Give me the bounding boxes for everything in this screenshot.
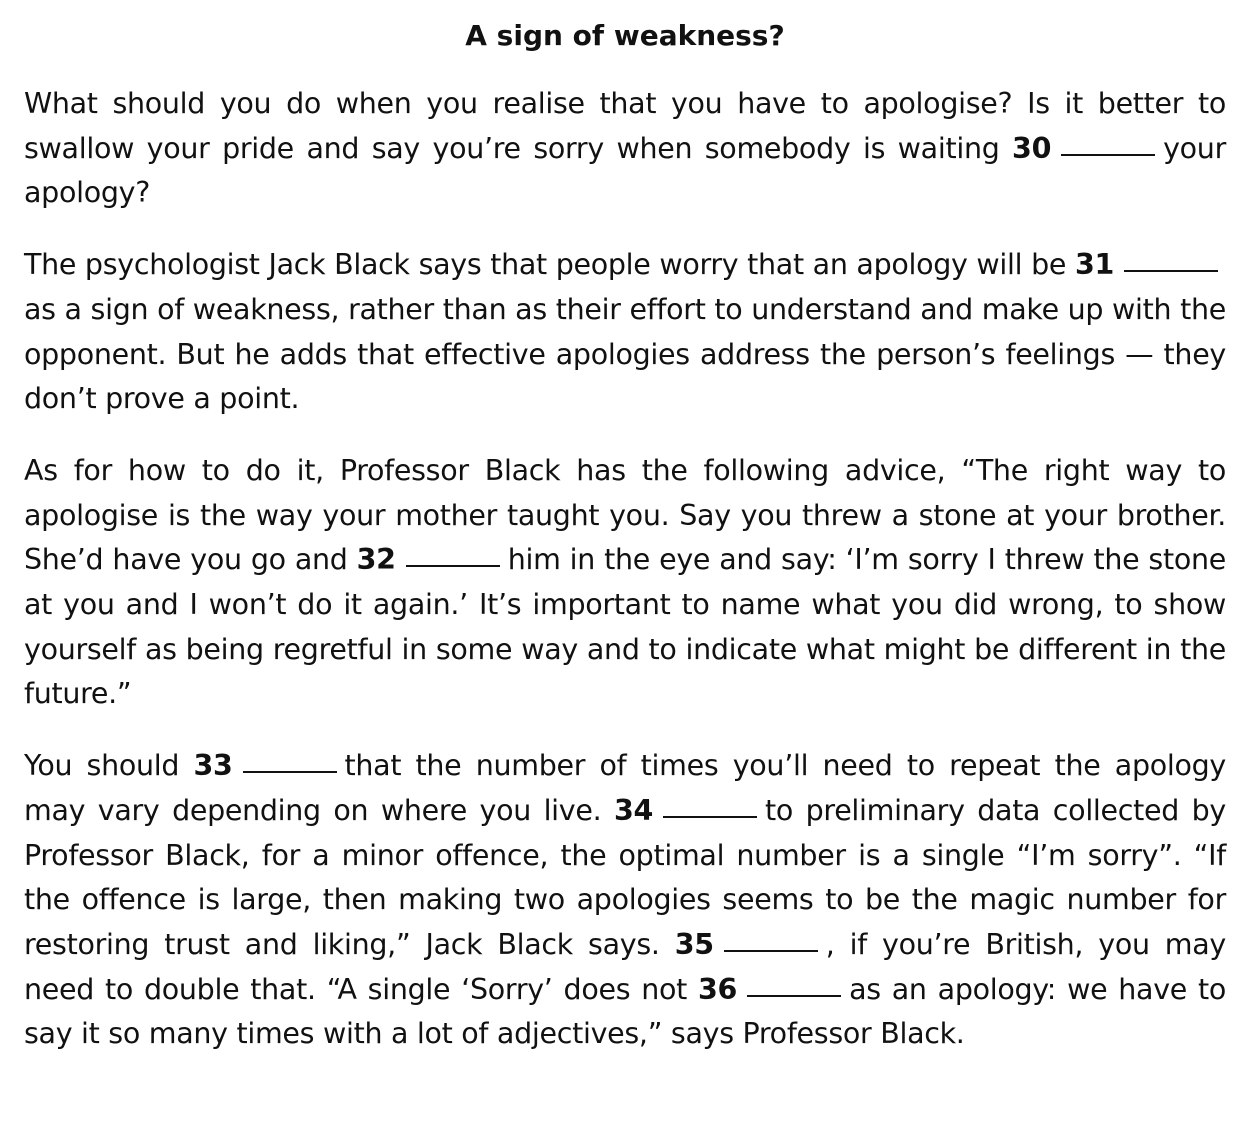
gap-blank-34[interactable] <box>663 816 757 818</box>
gap-blank-31[interactable] <box>1124 270 1218 272</box>
gap-blank-33[interactable] <box>243 771 337 773</box>
paragraph-4 <box>24 744 1226 1057</box>
paragraph-text: As for how to do it, Professor Black has the following advice, “The right way to apologise is the way your mother taught you. Say you threw a stone at your brother. She’d have you go and <box>24 453 1226 577</box>
paragraph-text: that the number of times you’ll need to repeat the apology may vary depending on where you live. <box>24 749 1226 827</box>
gap-number-32: 32 <box>356 543 396 577</box>
paragraph-text: him in the eye and say: ‘I’m sorry I threw the stone at you and I won’t do it again.’ It’s important to name what you did wrong, to show yourself as being regretful in some way and to indicate what might be different in the future.” <box>24 543 1226 711</box>
gap-blank-32[interactable] <box>406 565 500 567</box>
gap-number-33: 33 <box>193 749 233 783</box>
gap-blank-30[interactable] <box>1061 154 1155 156</box>
paragraph-text: The psychologist Jack Black says that people worry that an apology will be <box>24 248 1075 282</box>
paragraph-text: as an apology: we have to say it so many times with a lot of adjectives,” says Professor Black. <box>24 972 1227 1051</box>
gap-number-35: 35 <box>674 927 714 961</box>
paragraph-text: your apology? <box>24 131 1226 210</box>
paragraph-text: You should <box>24 749 194 783</box>
paragraph-1 <box>24 82 1226 216</box>
document-title: A sign of weakness? <box>465 19 785 52</box>
paragraph-text: to preliminary data collected by Professor Black, for a minor offence, the optimal number is a single “I’m sorry”. “If the offence is large, then making two apologies seems to be the magic number for restoring trust and liking,” Jack Black says. <box>24 793 1226 961</box>
gap-number-31: 31 <box>1074 248 1114 282</box>
paragraph-text: What should you do when you realise that you have to apologise? Is it better to swallow your pride and say you’re sorry when somebody is waiting <box>24 87 1226 165</box>
gap-number-36: 36 <box>698 972 738 1006</box>
paragraph-3 <box>24 449 1226 717</box>
gap-blank-36[interactable] <box>747 995 841 997</box>
paragraph-2 <box>24 243 1226 422</box>
gap-blank-35[interactable] <box>724 950 818 952</box>
gap-number-34: 34 <box>613 793 654 827</box>
gap-number-30: 30 <box>1012 131 1052 165</box>
paragraph-text: as a sign of weakness, rather than as their effort to understand and make up with the opponent. But he adds that effective apologies address the person’s feelings — they don’t prove a point. <box>24 292 1226 416</box>
paragraph-text: , if you’re British, you may need to double that. “A single ‘Sorry’ does not <box>24 927 1226 1006</box>
